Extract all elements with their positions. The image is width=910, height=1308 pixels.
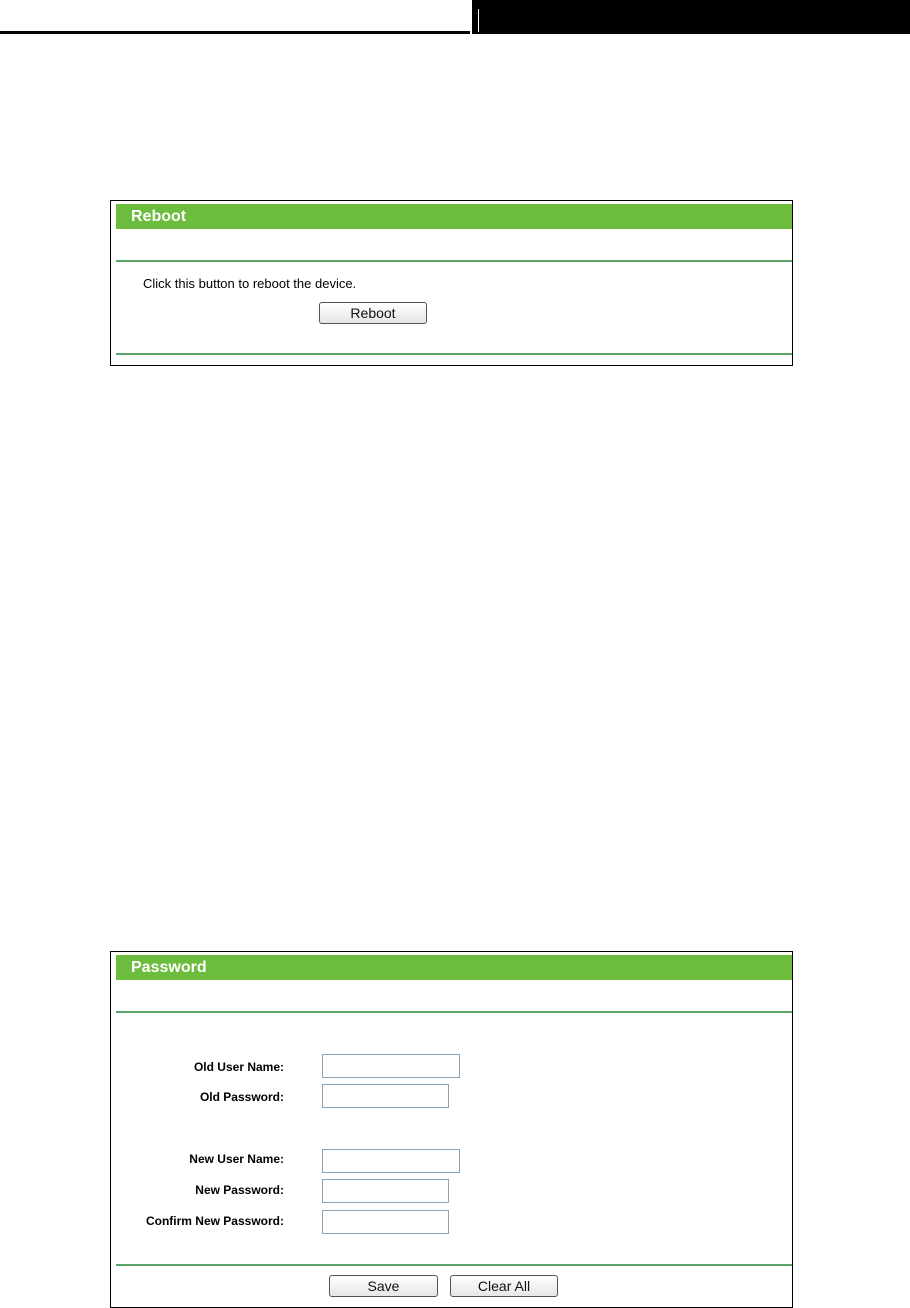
new-username-label: New User Name: (189, 1152, 284, 1166)
save-button[interactable]: Save (329, 1275, 438, 1297)
new-password-input[interactable] (322, 1179, 449, 1203)
reboot-panel-title: Reboot (116, 204, 792, 229)
new-username-input[interactable] (322, 1149, 460, 1173)
header-bar (472, 0, 910, 34)
reboot-button[interactable]: Reboot (319, 302, 427, 324)
reboot-bottom-divider (116, 353, 792, 355)
password-top-divider (116, 1011, 792, 1013)
password-panel (110, 951, 793, 1308)
clear-all-button[interactable]: Clear All (450, 1275, 558, 1297)
header-rule (0, 31, 470, 34)
header-divider (478, 9, 479, 32)
reboot-description: Click this button to reboot the device. (143, 276, 357, 291)
password-panel-title: Password (116, 955, 792, 980)
old-password-input[interactable] (322, 1084, 449, 1108)
reboot-top-divider (116, 260, 792, 262)
confirm-password-input[interactable] (322, 1210, 449, 1234)
new-password-label: New Password: (195, 1183, 284, 1197)
old-username-label: Old User Name: (193, 1060, 284, 1074)
confirm-password-label: Confirm New Password: (145, 1214, 284, 1228)
old-username-input[interactable] (322, 1054, 460, 1078)
password-bottom-divider (116, 1264, 792, 1266)
old-password-label: Old Password: (199, 1090, 284, 1104)
reboot-panel (110, 200, 793, 366)
